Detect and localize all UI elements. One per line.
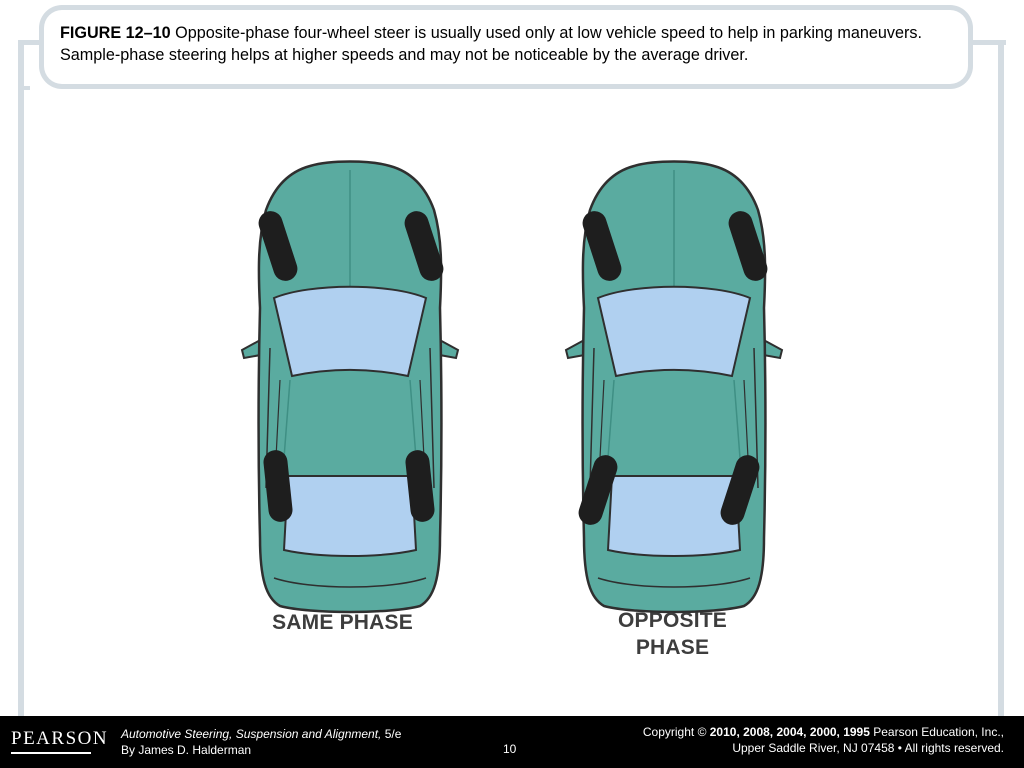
same-phase-car bbox=[242, 162, 458, 613]
opposite-phase-car bbox=[566, 162, 782, 613]
book-author: By James D. Halderman bbox=[121, 743, 252, 757]
copyright-notice bbox=[643, 724, 1004, 756]
opposite-phase-label-line2: PHASE bbox=[635, 636, 710, 659]
copyright-years: 2010, 2008, 2004, 2000, 1995 bbox=[709, 725, 870, 739]
pearson-logo: PEARSON bbox=[11, 728, 109, 749]
slide-footer bbox=[0, 716, 1024, 768]
page-number: 10 bbox=[503, 742, 517, 756]
book-title: Automotive Steering, Suspension and Alignment, bbox=[121, 727, 382, 741]
same-phase-label: SAME PHASE bbox=[272, 611, 413, 634]
publisher-address: Upper Saddle River, NJ 07458 • All rights reserved. bbox=[732, 741, 1004, 755]
opposite-phase-label-line1: OPPOSITE bbox=[618, 609, 727, 632]
book-info bbox=[121, 726, 401, 758]
copyright-suffix: Pearson Education, Inc., bbox=[869, 725, 1004, 739]
copyright-prefix: Copyright © bbox=[642, 725, 710, 739]
logo-underline bbox=[11, 752, 91, 754]
figure-number: FIGURE 12–10 bbox=[60, 24, 171, 42]
caption-text: Opposite-phase four-wheel steer is usually used only at low vehicle speed to help in parking maneuvers. Sample-phase steering helps at higher speeds and may not be noticeable by the average driver. bbox=[60, 24, 923, 64]
opposite-phase-label bbox=[585, 607, 760, 661]
book-edition: 5/e bbox=[381, 727, 402, 741]
